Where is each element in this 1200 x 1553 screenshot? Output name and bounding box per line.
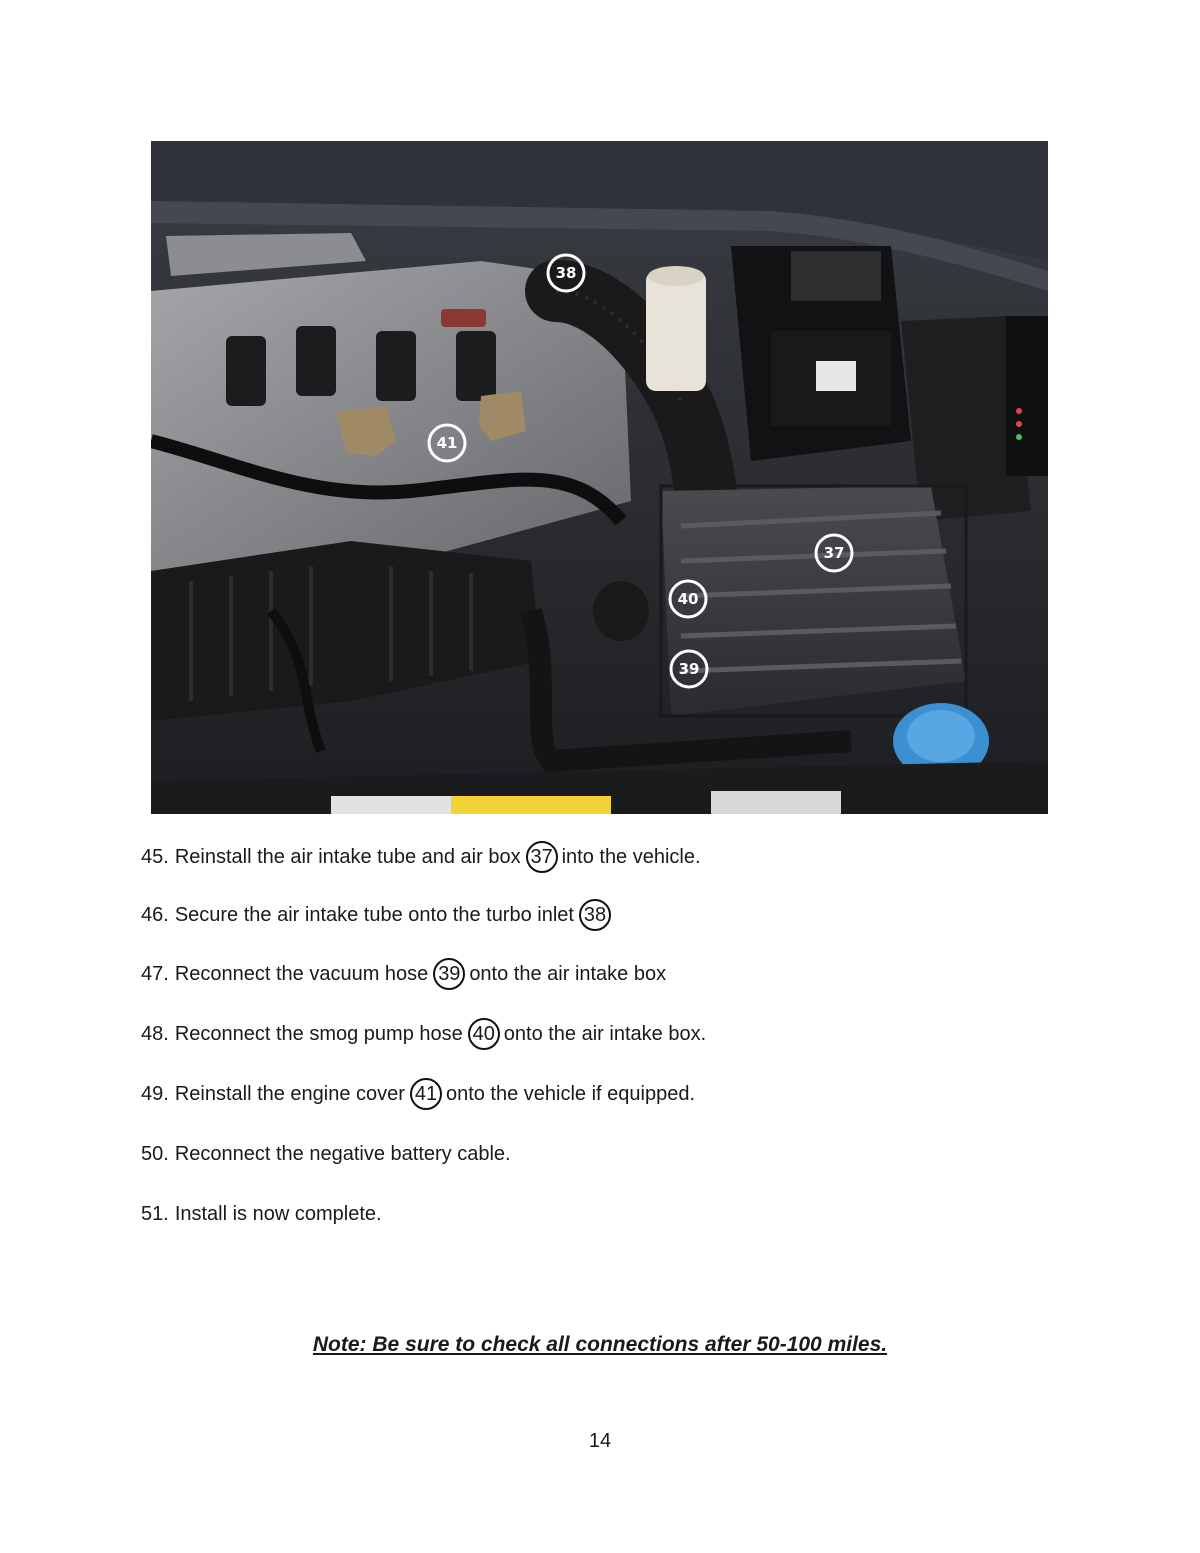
step-text: Secure the air intake tube onto the turbo inlet xyxy=(174,904,574,926)
step-51 xyxy=(141,1197,382,1231)
step-number: 51. xyxy=(141,1203,169,1225)
step-number: 49. xyxy=(141,1083,169,1105)
step-text: Reinstall the air intake tube and air box xyxy=(174,846,521,868)
step-text: Reconnect the negative battery cable. xyxy=(174,1143,511,1165)
step-text: Install is now complete. xyxy=(174,1203,382,1225)
ref-badge-40: 40 xyxy=(468,1018,500,1050)
step-number: 47. xyxy=(141,963,169,985)
step-text: Reconnect the vacuum hose xyxy=(174,963,429,985)
step-text: Reinstall the engine cover xyxy=(174,1083,405,1105)
step-46 xyxy=(141,898,615,932)
step-number: 45. xyxy=(141,846,169,868)
ref-badge-39: 39 xyxy=(433,958,465,990)
step-text: Reconnect the smog pump hose xyxy=(174,1023,463,1045)
step-48 xyxy=(141,1017,706,1051)
step-text-after: onto the air intake box. xyxy=(503,1023,707,1045)
step-50 xyxy=(141,1137,511,1171)
svg-text:37: 37 xyxy=(823,544,845,562)
engine-bay-photo xyxy=(151,141,1048,814)
step-number: 46. xyxy=(141,904,169,926)
engine-bay-illustration xyxy=(151,141,1048,814)
svg-text:39: 39 xyxy=(678,660,700,678)
step-45 xyxy=(141,840,701,874)
step-text-after: into the vehicle. xyxy=(561,846,701,868)
step-number: 48. xyxy=(141,1023,169,1045)
ref-badge-37: 37 xyxy=(526,841,558,873)
step-text-after: onto the vehicle if equipped. xyxy=(445,1083,696,1105)
ref-badge-41: 41 xyxy=(410,1078,442,1110)
svg-text:40: 40 xyxy=(677,590,699,608)
mileage-note: Note: Be sure to check all connections after 50-100 miles. xyxy=(312,1333,888,1356)
svg-text:38: 38 xyxy=(555,264,577,282)
step-text-after: onto the air intake box xyxy=(469,963,667,985)
svg-text:41: 41 xyxy=(436,434,458,452)
page-number: 14 xyxy=(588,1430,612,1452)
step-49 xyxy=(141,1077,695,1111)
step-number: 50. xyxy=(141,1143,169,1165)
ref-badge-38: 38 xyxy=(579,899,611,931)
step-47 xyxy=(141,957,666,991)
